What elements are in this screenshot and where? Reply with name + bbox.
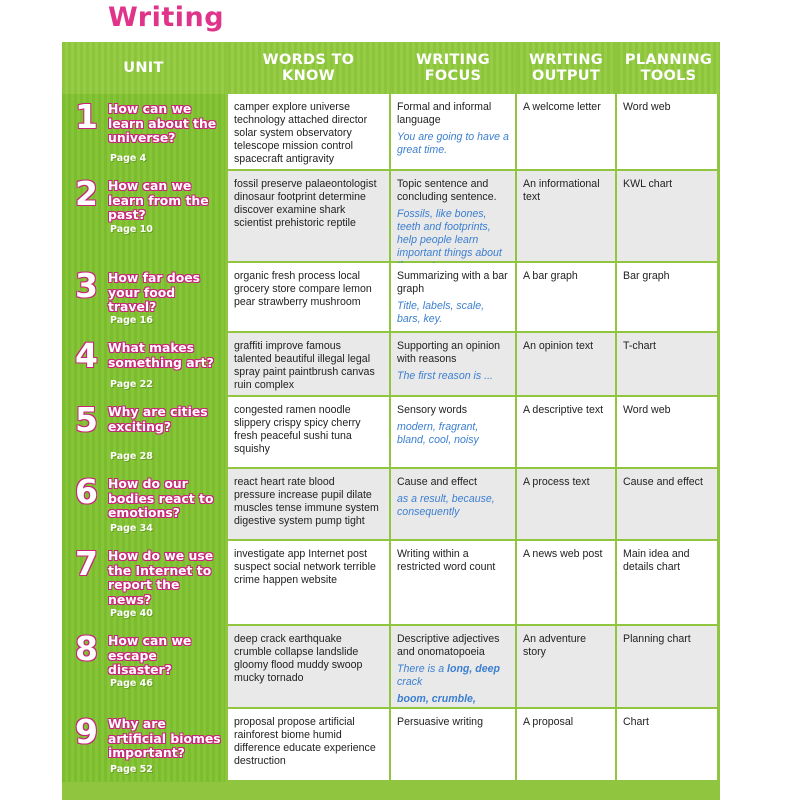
table-row (62, 541, 720, 626)
focus-example: modern, fragrant, bland, cool, noisy (397, 421, 479, 446)
output-cell: A news web post (517, 541, 615, 624)
unit-question: Why are cities exciting? (108, 404, 208, 434)
unit-page: Page 10 (110, 224, 153, 235)
tools-cell: Main idea and details chart (617, 541, 717, 624)
words-cell: camper explore universe technology attached director solar system observatory telescope mission control spacecraft antigravity (228, 94, 389, 169)
unit-number: 2 (75, 174, 98, 213)
tools-cell: Bar graph (617, 263, 717, 331)
writing-table (62, 42, 720, 800)
output-cell: A process text (517, 469, 615, 539)
focus-cell: Supporting an opinion with reasons The first reason is ... (391, 333, 515, 395)
header-words-to-know: WORDS TO KNOW (228, 42, 389, 94)
unit-cell (62, 263, 225, 333)
unit-page: Page 22 (110, 379, 153, 390)
words-cell: fossil preserve palaeontologist dinosaur footprint determine discover examine shark scientist prehistoric reptile (228, 171, 389, 261)
unit-cell (62, 469, 225, 541)
tools-cell: Word web (617, 94, 717, 169)
unit-number: 8 (75, 629, 98, 668)
tools-cell: Cause and effect (617, 469, 717, 539)
tools-cell: KWL chart (617, 171, 717, 261)
output-cell: An informational text (517, 171, 615, 261)
table-row (62, 333, 720, 397)
unit-question: How can we learn from the past? (108, 178, 209, 222)
focus-example: The first reason is ... (397, 370, 493, 382)
unit-cell (62, 397, 225, 469)
unit-cell (62, 333, 225, 397)
focus-cell: Cause and effect as a result, because, consequently (391, 469, 515, 539)
table-row (62, 469, 720, 541)
table-row (62, 397, 720, 469)
unit-question: What makes something art? (108, 340, 214, 370)
focus-example: Fossils, like bones, teeth and footprints, help people learn important things about (397, 208, 502, 259)
focus-cell: Writing within a restricted word count (391, 541, 515, 624)
table-row (62, 626, 720, 709)
table-row (62, 709, 720, 782)
unit-number: 7 (75, 544, 98, 583)
table-row (62, 94, 720, 171)
words-cell: congested ramen noodle slippery crispy spicy cherry fresh peaceful sushi tuna squishy (228, 397, 389, 467)
words-cell: react heart rate blood pressure increase pupil dilate muscles tense immune system digestive system pump tight (228, 469, 389, 539)
unit-question: How can we escape disaster? (108, 633, 192, 677)
tools-cell: Word web (617, 397, 717, 467)
unit-number: 4 (75, 336, 98, 375)
unit-cell (62, 709, 225, 782)
unit-page: Page 16 (110, 315, 153, 326)
unit-number: 6 (75, 472, 98, 511)
words-cell: deep crack earthquake crumble collapse landslide gloomy flood muddy swoop mucky tornado (228, 626, 389, 707)
words-cell: proposal propose artificial rainforest biome humid difference educate experience destruction (228, 709, 389, 780)
words-cell: investigate app Internet post suspect social network terrible crime happen website (228, 541, 389, 624)
focus-cell: Topic sentence and concluding sentence. Fossils, like bones, teeth and footprints, help people learn important things about (391, 171, 515, 261)
unit-page: Page 52 (110, 764, 153, 775)
output-cell: A welcome letter (517, 94, 615, 169)
tools-cell: T-chart (617, 333, 717, 395)
header-writing-focus: WRITING FOCUS (391, 42, 515, 94)
unit-question: Why are artificial biomes important? (108, 716, 221, 760)
unit-number: 5 (75, 400, 98, 439)
unit-cell (62, 626, 225, 709)
unit-cell (62, 94, 225, 171)
output-cell: An adventure story (517, 626, 615, 707)
header-writing-output: WRITING OUTPUT (517, 42, 615, 94)
focus-example: There is a long, deep crack (397, 663, 501, 688)
words-cell: graffiti improve famous talented beautiful illegal legal spray paint paintbrush canvas ruin complex (228, 333, 389, 395)
focus-example: as a result, because, consequently (397, 493, 495, 518)
unit-page: Page 4 (110, 153, 147, 164)
unit-number: 3 (75, 266, 98, 305)
header-unit: UNIT (62, 42, 225, 94)
unit-question: How do we use the Internet to report the news? (108, 548, 214, 607)
unit-cell (62, 171, 225, 263)
focus-example: You are going to have a great time. (397, 131, 509, 156)
output-cell: A descriptive text (517, 397, 615, 467)
unit-page: Page 40 (110, 608, 153, 619)
focus-cell: Summarizing with a bar graph Title, labels, scale, bars, key. (391, 263, 515, 331)
focus-cell: Formal and informal language You are going to have a great time. (391, 94, 515, 169)
words-cell: organic fresh process local grocery store compare lemon pear strawberry mushroom (228, 263, 389, 331)
table-row (62, 263, 720, 333)
output-cell: A proposal (517, 709, 615, 780)
unit-question: How can we learn about the universe? (108, 101, 217, 145)
unit-number: 1 (75, 97, 98, 136)
unit-page: Page 34 (110, 523, 153, 534)
focus-cell: Persuasive writing (391, 709, 515, 780)
tools-cell: Chart (617, 709, 717, 780)
focus-cell: Descriptive adjectives and onomatopoeia There is a long, deep crack boom, crumble, (391, 626, 515, 707)
unit-question: How far does your food travel? (108, 270, 200, 314)
focus-cell: Sensory words modern, fragrant, bland, cool, noisy (391, 397, 515, 467)
output-cell: A bar graph (517, 263, 615, 331)
page-title: Writing (108, 2, 225, 33)
output-cell: An opinion text (517, 333, 615, 395)
unit-number: 9 (75, 712, 98, 751)
focus-example: Title, labels, scale, bars, key. (397, 300, 485, 325)
header-planning-tools: PLANNING TOOLS (617, 42, 720, 94)
unit-question: How do our bodies react to emotions? (108, 476, 214, 520)
tools-cell: Planning chart (617, 626, 717, 707)
unit-page: Page 46 (110, 678, 153, 689)
unit-cell (62, 541, 225, 626)
table-row (62, 171, 720, 263)
focus-example-onomatopoeia: boom, crumble, (397, 693, 476, 705)
unit-page: Page 28 (110, 451, 153, 462)
